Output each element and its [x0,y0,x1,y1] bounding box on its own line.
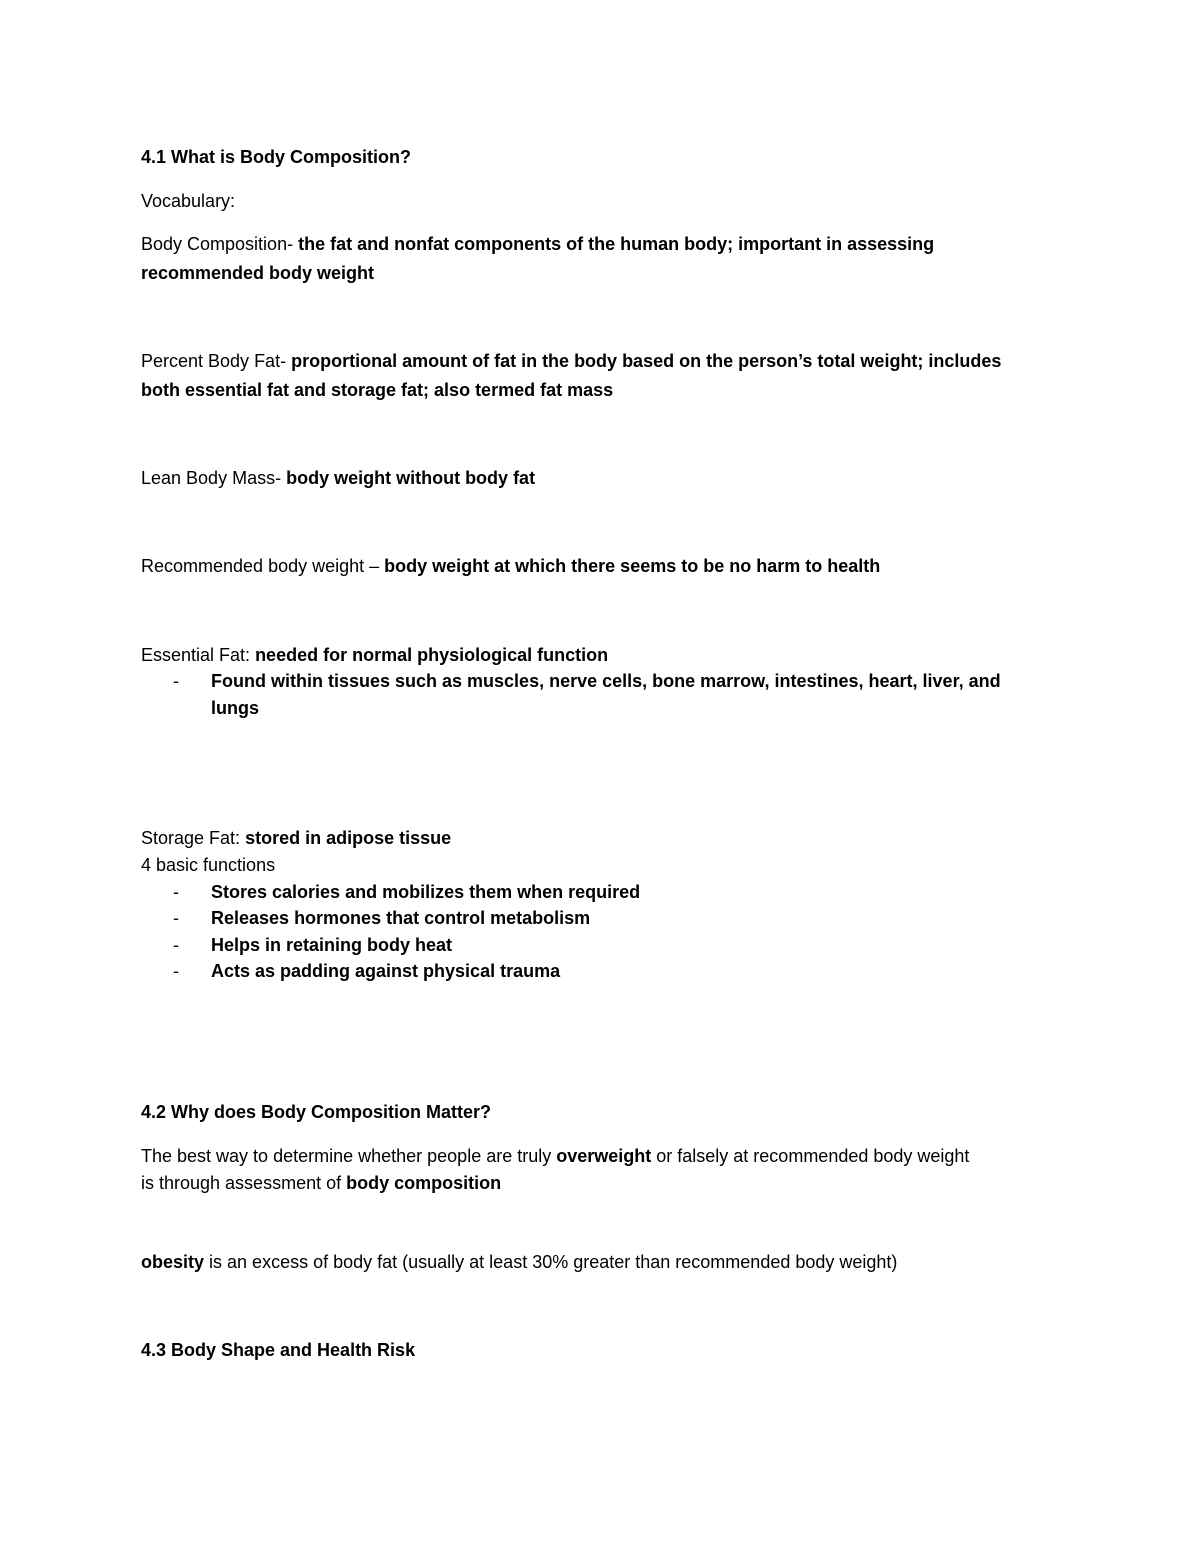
term: Body Composition- [141,234,294,254]
bullet-dash: - [173,882,179,902]
list-item: Helps in retaining body heat [211,935,453,955]
body-composition-definition [141,232,934,256]
bullet-dash: - [173,935,179,955]
text: or falsely at recommended body weight [651,1146,970,1166]
emphasis: body composition [346,1173,502,1193]
recommended-body-weight-definition [141,554,880,578]
text: is through assessment of [141,1173,347,1193]
definition: body weight without body fat [286,468,536,488]
term: Recommended body weight – [141,556,380,576]
functions-label: 4 basic functions [141,855,276,875]
emphasis: obesity [141,1252,205,1272]
heading-4-2: 4.2 Why does Body Composition Matter? [141,1102,492,1122]
bullet-dash: - [173,961,179,981]
text: is an excess of body fat (usually at least 30% greater than recommended body weight) [204,1252,898,1272]
list-item: Releases hormones that control metabolism [211,908,591,928]
heading-4-3: 4.3 Body Shape and Health Risk [141,1340,416,1360]
definition: body weight at which there seems to be no harm to health [384,556,881,576]
essential-fat-definition [141,643,608,667]
term: Storage Fat: [141,828,241,848]
bullet-dash: - [173,671,179,691]
definition-continued: both essential fat and storage fat; also termed fat mass [141,380,614,400]
text: The best way to determine whether people are truly [141,1146,557,1166]
definition-continued: recommended body weight [141,263,375,283]
percent-body-fat-definition [141,349,1001,373]
definition: the fat and nonfat components of the human body; important in assessing [298,234,935,254]
paragraph-continued [141,1171,501,1195]
definition: stored in adipose tissue [245,828,452,848]
list-item: Found within tissues such as muscles, nerve cells, bone marrow, intestines, heart, liver, and [211,671,1001,691]
bullet-dash: - [173,908,179,928]
heading-4-1: 4.1 What is Body Composition? [141,147,412,167]
lean-body-mass-definition [141,466,535,490]
list-item: Stores calories and mobilizes them when required [211,882,641,902]
storage-fat-definition [141,826,451,850]
list-item: Acts as padding against physical trauma [211,961,561,981]
definition: proportional amount of fat in the body based on the person’s total weight; includes [291,351,1002,371]
term: Essential Fat: [141,645,251,665]
term: Lean Body Mass- [141,468,282,488]
definition: needed for normal physiological function [255,645,609,665]
paragraph [141,1250,897,1274]
list-item-continued: lungs [211,698,259,718]
vocabulary-label: Vocabulary: [141,191,236,211]
paragraph [141,1144,969,1168]
term: Percent Body Fat- [141,351,287,371]
emphasis: overweight [556,1146,652,1166]
